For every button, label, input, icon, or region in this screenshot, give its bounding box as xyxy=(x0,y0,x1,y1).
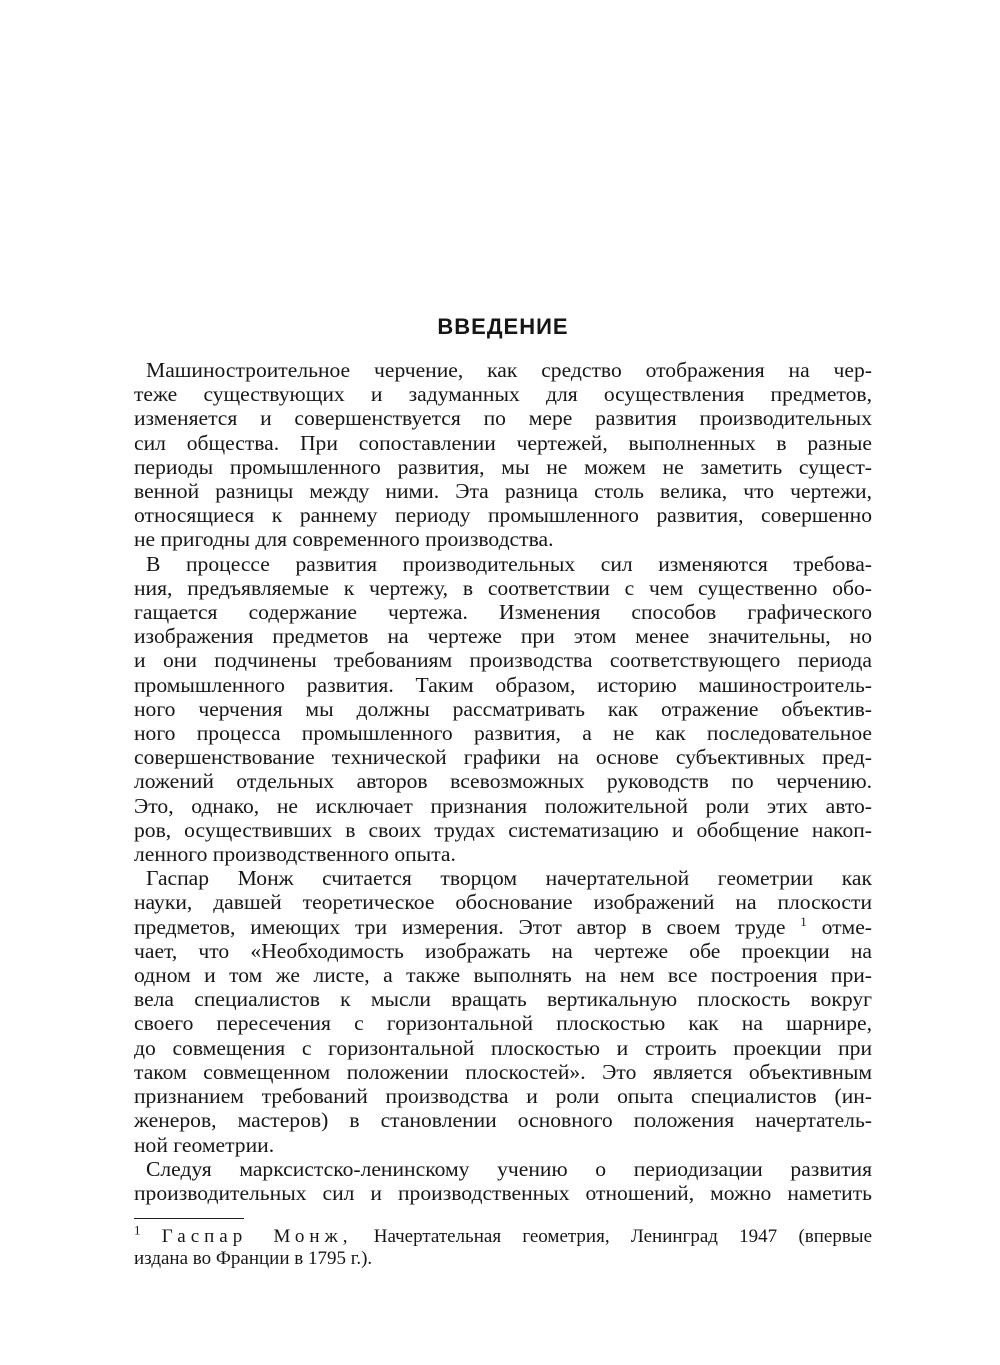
footnote-line xyxy=(134,1222,873,1248)
footnote-line: издана во Франции в 1795 г.). xyxy=(134,1248,373,1269)
paragraph-4 xyxy=(134,1157,872,1205)
text-line: ленного производственного опыта. xyxy=(134,842,456,867)
footnote-text: Начертательная геометрия, Ленинград 1947 (впервые xyxy=(373,1226,873,1247)
text-line: признанием требований производства и роли опыта специалистов (ин- xyxy=(134,1084,872,1109)
text-line: таком совмещенном положении плоскостей». Это является объективным xyxy=(134,1059,872,1084)
text-line: изображения предметов на чертеже при этом менее значительны, но xyxy=(134,624,872,649)
text-line: Машиностроительное черчение, как средство отображения на чер- xyxy=(146,358,872,382)
footnote-divider xyxy=(134,1218,244,1219)
text-line: периоды промышленного развития, мы не можем не заметить сущест- xyxy=(134,454,872,479)
text-fragment: отме- xyxy=(806,914,872,939)
text-line: чает, что «Необходимость изображать на чертеже обе проекции на xyxy=(134,938,872,963)
body-text xyxy=(134,358,872,1205)
text-line: Это, однако, не исключает признания положительной роли этих авто- xyxy=(134,793,872,818)
text-line: одном и том же листе, а также выполнять на нем все построения при- xyxy=(134,963,872,988)
text-line: женеров, мастеров) в становлении основного положения начертатель- xyxy=(134,1108,872,1133)
footnote-marker: 1 xyxy=(134,1222,141,1238)
text-line-with-footnote-ref xyxy=(134,915,872,939)
footnote-author: Гаспар Монж, xyxy=(161,1226,353,1247)
text-line: Гаспар Монж считается творцом начертательной геометрии как xyxy=(146,866,872,891)
text-line: ложений отдельных авторов всевозможных руководств по черчению. xyxy=(134,769,872,794)
text-line: производительных сил и производственных отношений, можно наметить xyxy=(134,1180,872,1205)
text-line: ного процесса промышленного развития, а не как последовательное xyxy=(134,721,872,746)
text-line: ной геометрии. xyxy=(134,1132,275,1157)
text-line: промышленного развития. Таким образом, историю машиностроитель- xyxy=(134,672,872,697)
paragraph-3 xyxy=(134,866,872,1156)
text-line: и они подчинены требованиям производства соответствующего периода xyxy=(134,648,872,673)
text-line: ния, предъявляемые к чертежу, в соответствии с чем существенно обо- xyxy=(134,575,872,600)
text-line: совершенствование технической графики на основе субъективных пред- xyxy=(134,745,872,770)
document-page xyxy=(134,0,872,1365)
footnote xyxy=(134,1222,873,1270)
paragraph-1 xyxy=(134,358,872,552)
text-line: теже существующих и задуманных для осуществления предметов, xyxy=(134,382,872,407)
text-fragment: предметов, имеющих три измерения. Этот автор в своем труде xyxy=(134,914,786,939)
paragraph-2 xyxy=(134,552,872,867)
text-line: вела специалистов к мысли вращать вертикальную плоскость вокруг xyxy=(134,987,872,1012)
text-line: В процессе развития производительных сил изменяются требова- xyxy=(146,551,872,576)
text-line: сил общества. При сопоставлении чертежей, выполненных в разные xyxy=(134,430,872,455)
text-line: своего пересечения с горизонтальной плоскостью как на шарнире, xyxy=(134,1011,872,1036)
text-line: изменяется и совершенствуется по мере развития производительных xyxy=(134,406,872,431)
text-line: венной разницы между ними. Эта разница столь велика, что чертежи, xyxy=(134,479,872,504)
text-line: ров, осуществивших в своих трудах систематизацию и обобщение накоп- xyxy=(134,817,872,842)
text-line: относящиеся к раннему периоду промышленного развития, совершенно xyxy=(134,503,872,528)
footnote-reference[interactable]: 1 xyxy=(800,913,807,929)
chapter-heading: ВВЕДЕНИЕ xyxy=(437,314,569,339)
text-line: до совмещения с горизонтальной плоскостью и строить проекции при xyxy=(134,1035,872,1060)
text-line: не пригодны для современного производства. xyxy=(134,527,554,552)
text-line: науки, давшей теоретическое обоснование изображений на плоскости xyxy=(134,890,872,915)
text-line: Следуя марксистско-ленинскому учению о периодизации развития xyxy=(146,1156,872,1181)
text-line: гащается содержание чертежа. Изменения способов графического xyxy=(134,600,872,625)
text-line: ного черчения мы должны рассматривать как отражение объектив- xyxy=(134,696,872,721)
